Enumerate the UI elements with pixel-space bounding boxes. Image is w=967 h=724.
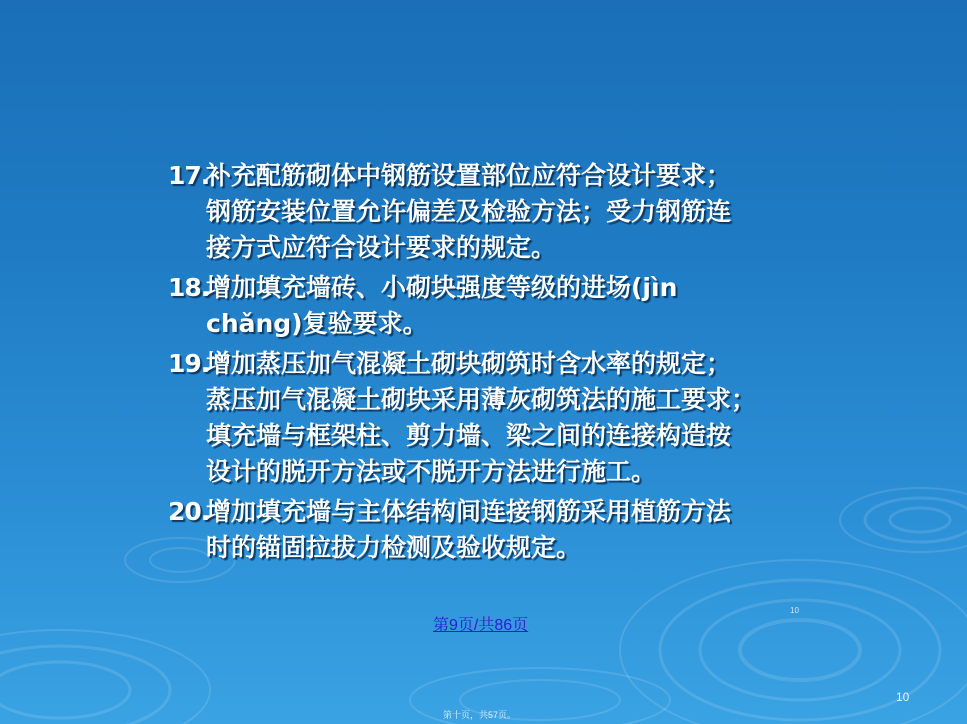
item-line: 填充墙与框架柱、剪力墙、梁之间的连接构造按 [206, 421, 732, 450]
list-item [168, 494, 828, 566]
bullet-list [168, 158, 828, 570]
item-number: 19. [168, 349, 210, 378]
item-number: 17. [168, 161, 210, 190]
item-line: 设计的脱开方法或不脱开方法进行施工。 [206, 457, 657, 486]
small-slide-number: 10 [790, 606, 799, 615]
item-line: 增加填充墙砖、小砌块强度等级的进场(jìn [206, 273, 678, 302]
list-item [168, 270, 828, 342]
footer-page-note: 第十页，共57页。 [443, 710, 517, 720]
item-line: 蒸压加气混凝土砌块采用薄灰砌筑法的施工要求； [206, 385, 757, 414]
page-indicator-link[interactable]: 第9页/共86页 [433, 617, 529, 634]
list-item [168, 158, 828, 266]
list-item [168, 346, 828, 490]
item-number: 18. [168, 273, 210, 302]
item-line: 时的锚固拉拔力检测及验收规定。 [206, 533, 582, 562]
item-line: 增加蒸压加气混凝土砌块砌筑时含水率的规定； [206, 349, 732, 378]
slide-number: 10 [896, 690, 910, 704]
item-line: 增加填充墙与主体结构间连接钢筋采用植筋方法 [206, 497, 732, 526]
item-line: 补充配筋砌体中钢筋设置部位应符合设计要求； [206, 161, 732, 190]
item-line: 钢筋安装位置允许偏差及检验方法；受力钢筋连 [206, 197, 732, 226]
item-line: 接方式应符合设计要求的规定。 [206, 233, 557, 262]
item-number: 20. [168, 497, 210, 526]
item-line: chǎng)复验要求。 [206, 309, 428, 338]
